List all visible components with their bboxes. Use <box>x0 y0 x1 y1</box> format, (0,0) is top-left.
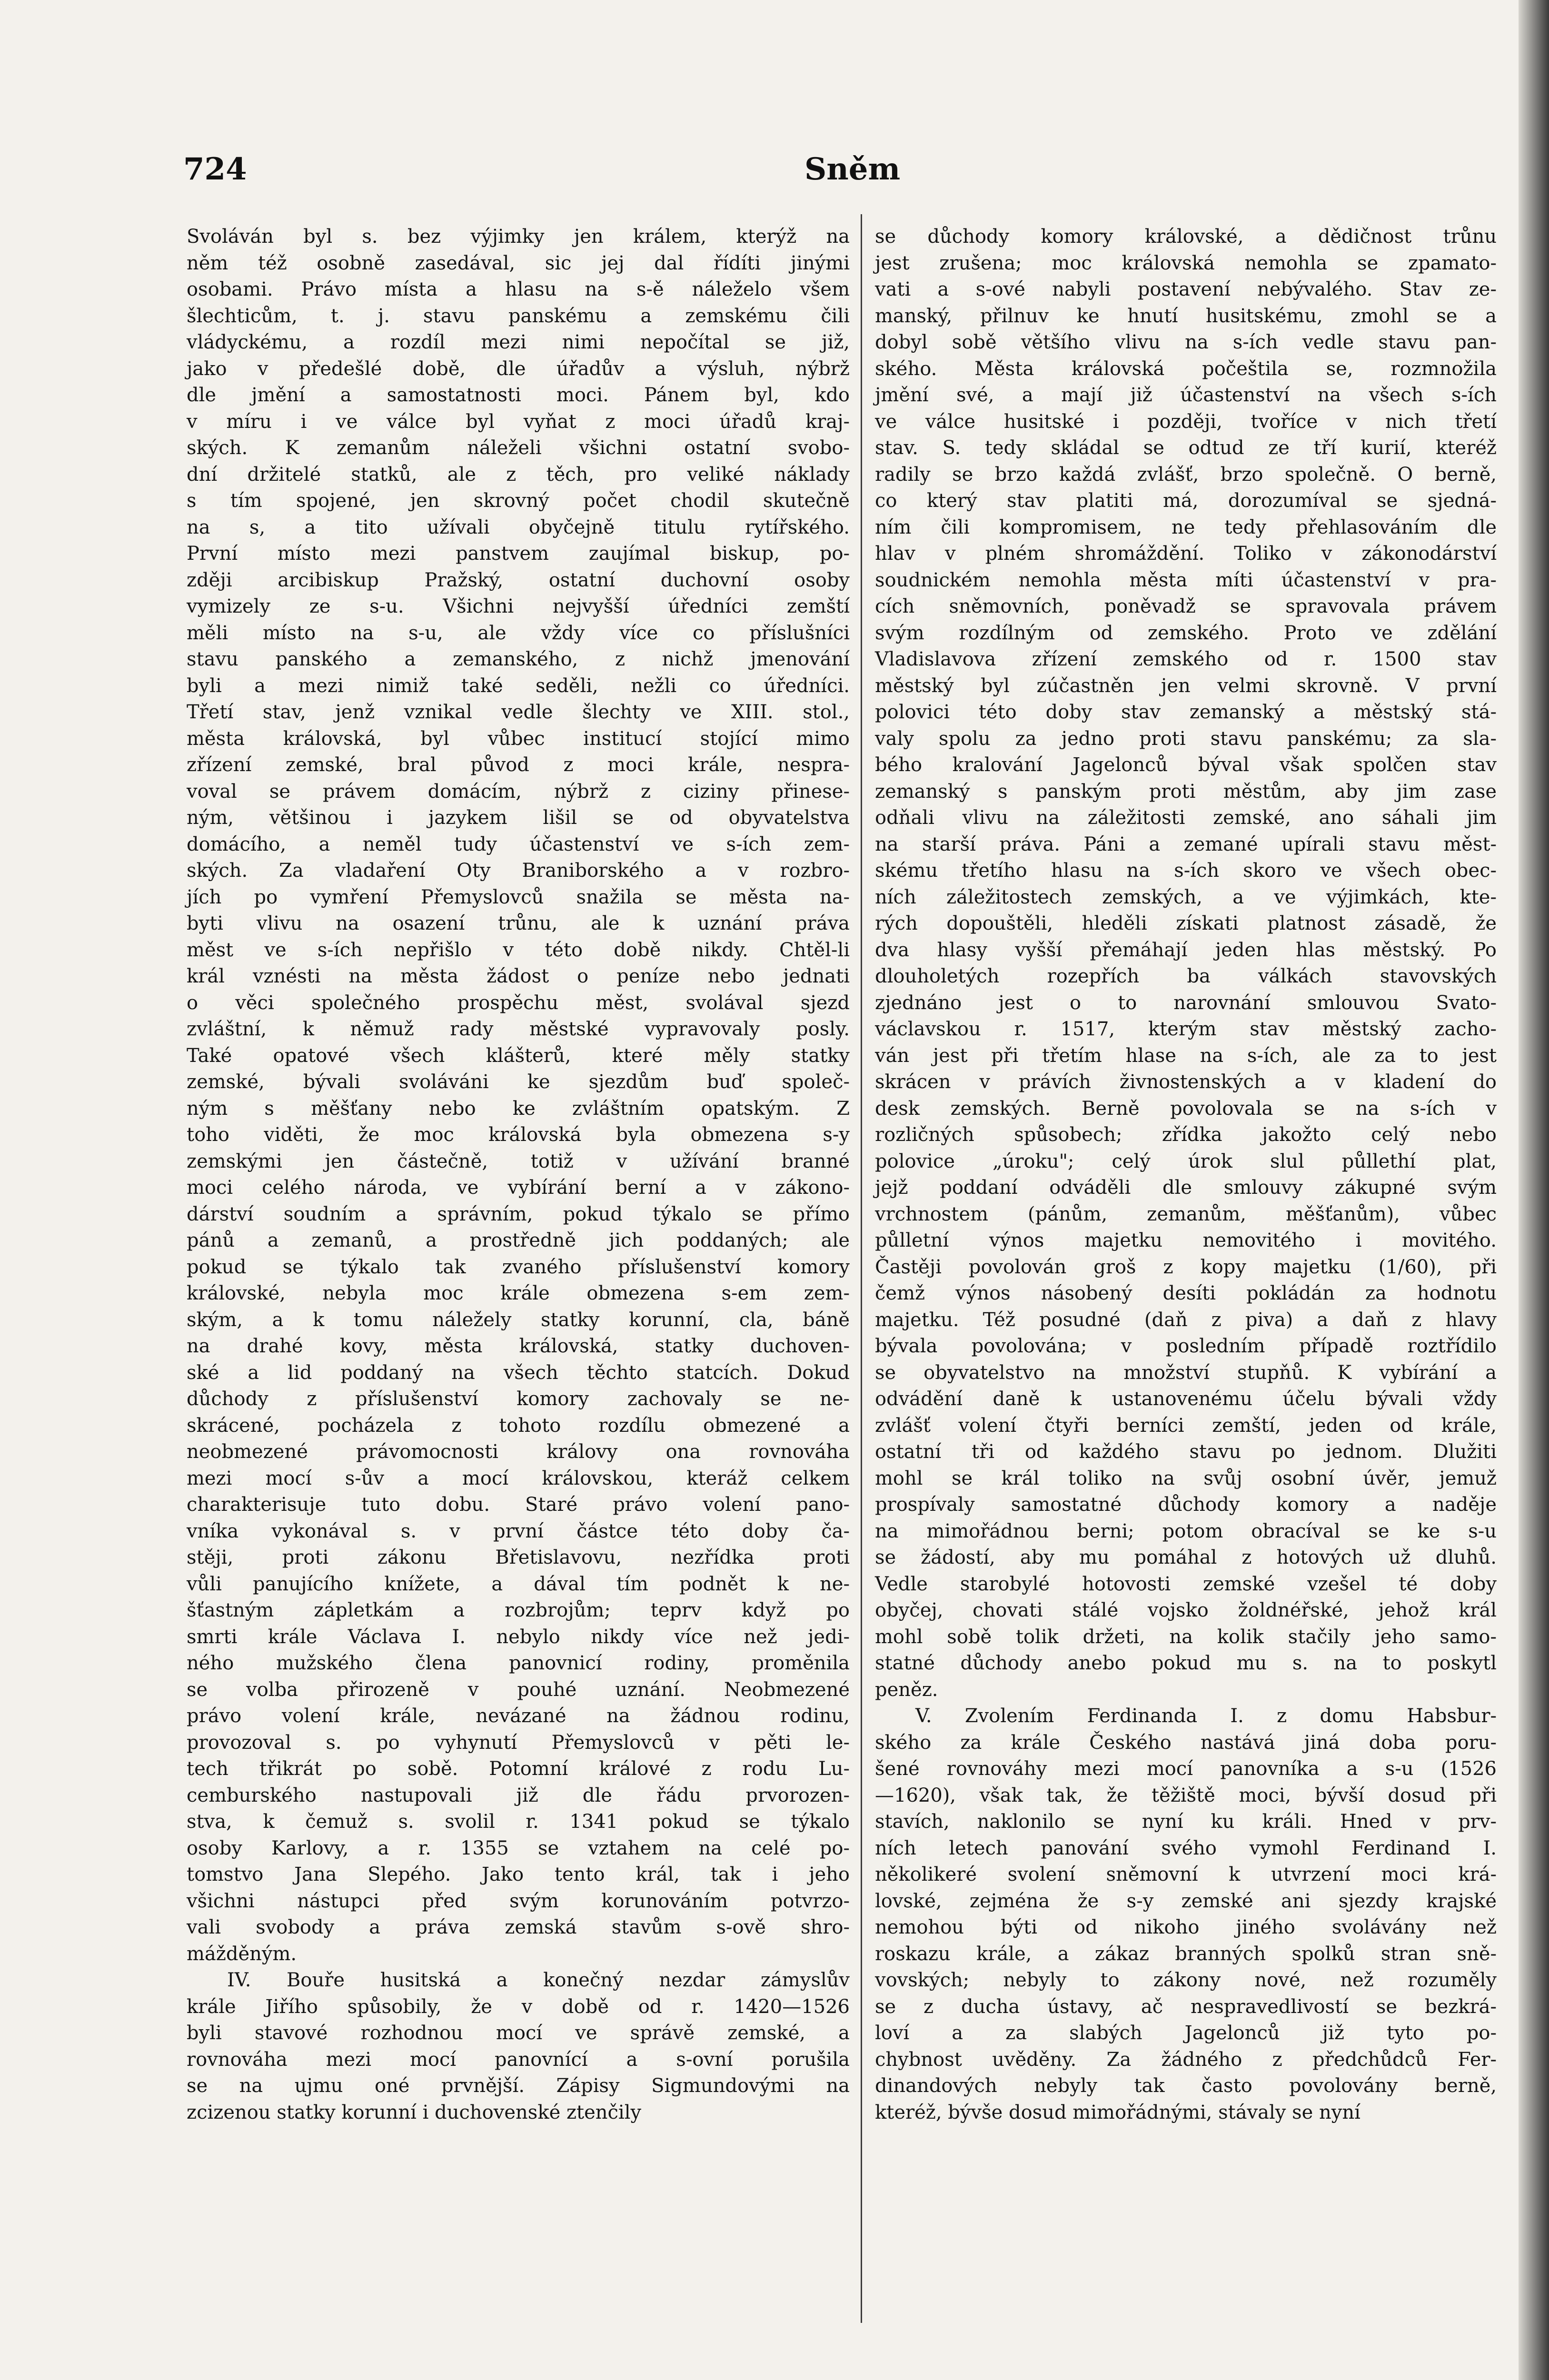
text-line: měst ve s-ích nepřišlo v této době nikdy. Chtěl-li <box>187 939 850 961</box>
text-line: se žádostí, aby mu pomáhal z hotových už dluhů. <box>875 1547 1497 1568</box>
text-line: všichni nástupci před svým korunováním potvrzo- <box>187 1890 850 1912</box>
text-line: šlechticům, t. j. stavu panskému a zemskému čili <box>187 305 850 327</box>
text-line: se volba přirozeně v pouhé uznání. Neobmezené <box>187 1678 850 1701</box>
text-line: polovice „úroku"; celý úrok slul půllethí plat, <box>875 1150 1497 1172</box>
text-line: stva, k čemuž s. svolil r. 1341 pokud se týkalo <box>187 1811 850 1833</box>
text-line: stav. S. tedy skládal se odtud ze tří kurií, kteréž <box>875 437 1497 459</box>
text-line: lovské, zejména že s-y zemské ani sjezdy krajské <box>875 1890 1497 1912</box>
text-line: něm též osobně zasedával, sic jej dal řídíti jinými <box>187 252 850 274</box>
text-line: dní držitelé statků, ale z těch, pro veliké náklady <box>187 463 850 486</box>
text-line: odvádění daně k ustanovenému účelu bývali vždy <box>875 1388 1497 1410</box>
page-number: 724 <box>183 151 247 187</box>
text-line: bývala povolována; v posledním případě roztřídilo <box>875 1335 1497 1357</box>
right-text-column <box>875 224 1497 2126</box>
scan-edge-shadow <box>1519 0 1549 2380</box>
text-line: ným s měšťany nebo ke zvláštním opatským. Z <box>187 1097 850 1120</box>
text-line: ních záležitostech zemských, a ve výjimkách, kte- <box>875 886 1497 908</box>
text-line: na s, a tito užívali obyčejně titulu rytířského. <box>187 516 850 538</box>
text-line: vati a s-ové nabyli postavení nebývalého. Stav ze- <box>875 278 1497 300</box>
running-title: Sněm <box>804 151 901 187</box>
text-line: cích sněmovních, poněvadž se spravovala právem <box>875 595 1497 617</box>
text-line: vládyckému, a rozdíl mezi nimi nepočítal se již, <box>187 331 850 353</box>
text-line: zvlášť volení čtyři berníci zemští, jeden od krále, <box>875 1414 1497 1437</box>
text-line: soudnickém nemohla města míti účastenství v pra- <box>875 569 1497 591</box>
text-line: dlouholetých rozepřích ba válkách stavovských <box>875 965 1497 987</box>
text-line: ve válce husitské i později, tvoříce v nich třetí <box>875 410 1497 433</box>
text-line: valy spolu za jedno proti stavu panskému; za sla- <box>875 727 1497 750</box>
text-line: prospívaly samostatné důchody komory a naděje <box>875 1494 1497 1516</box>
text-line: vůli panujícího knížete, a dával tím podnět k ne- <box>187 1573 850 1595</box>
text-line: charakterisuje tuto dobu. Staré právo volení pano- <box>187 1494 850 1516</box>
text-line: pánů a zemanů, a prostředně jich poddaných; ale <box>187 1230 850 1251</box>
text-line: rovnováha mezi mocí panovnící a s-ovní porušila <box>187 2048 850 2071</box>
text-line: Svoláván byl s. bez výjimky jen králem, kterýž na <box>187 226 850 248</box>
text-line: osoby Karlovy, a r. 1355 se vztahem na celé po- <box>187 1837 850 1859</box>
text-line: šťastným zápletkám a rozbrojům; teprv když po <box>187 1599 850 1621</box>
text-line: vali svobody a práva zemská stavům s-ově shro- <box>187 1916 850 1938</box>
text-line: voval se právem domácím, nýbrž z ciziny přinese- <box>187 780 850 803</box>
text-line: dva hlasy vyšší přemáhají jeden hlas městský. Po <box>875 939 1497 961</box>
text-line: měli místo na s-u, ale vždy více co příslušníci <box>187 622 850 644</box>
text-line: statné důchody anebo pokud mu s. na to poskytl <box>875 1652 1497 1674</box>
text-line: se na ujmu oné prvnější. Zápisy Sigmundovými na <box>187 2075 850 2097</box>
text-line: ván jest při třetím hlase na s-ích, ale za to jest <box>875 1044 1497 1067</box>
text-line: vymizely ze s-u. Všichni nejvyšší úředníci zemští <box>187 595 850 617</box>
text-line: jest zrušena; moc královská nemohla se zpamato- <box>875 252 1497 274</box>
text-line: ním čili kompromisem, ne tedy přehlasováním dle <box>875 516 1497 538</box>
text-line: ostatní tři od každého stavu po jednom. Dlužiti <box>875 1441 1497 1463</box>
text-line: ným, většinou i jazykem lišil se od obyvatelstva <box>187 807 850 829</box>
text-line: cemburského nastupovali již dle řádu prvorozen- <box>187 1784 850 1806</box>
text-line: právo volení krále, nevázané na žádnou rodinu, <box>187 1705 850 1727</box>
text-line: s tím spojené, jen skrovný počet chodil skutečně <box>187 490 850 512</box>
text-line: osobami. Právo místa a hlasu na s-ě náleželo všem <box>187 278 850 300</box>
text-line: ského. Města královská počeštila se, rozmnožila <box>875 357 1497 380</box>
text-line: královské, nebyla moc krále obmezena s-em zem- <box>187 1282 850 1304</box>
text-line: dinandových nebyly tak často povolovány berně, <box>875 2075 1497 2097</box>
text-line: V. Zvolením Ferdinanda I. z domu Habsbur- <box>915 1705 1497 1727</box>
text-line: hlav v plném shromáždění. Toliko v zákonodárství <box>875 543 1497 565</box>
text-line: IV. Bouře husitská a konečný nezdar zámyslův <box>227 1969 850 1991</box>
text-line: moci celého národa, ve vybírání berní a v zákono- <box>187 1177 850 1199</box>
text-line: toho viděti, že moc královská byla obmezena s-y <box>187 1124 850 1146</box>
text-line: na starší práva. Páni a zemané upírali stavu měst- <box>875 833 1497 855</box>
text-line: jako v předešlé době, dle úřadův a výsluh, nýbrž <box>187 357 850 380</box>
text-line: bého kralování Jagelonců býval však spolčen stav <box>875 754 1497 776</box>
text-line: mohl sobě tolik držeti, na kolik stačily jeho samo- <box>875 1626 1497 1648</box>
text-line: o věci společného prospěchu měst, svolával sjezd <box>187 992 850 1014</box>
text-line: byli a mezi nimiž také seděli, nežli co úředníci. <box>187 674 850 697</box>
left-text-column <box>187 224 850 2126</box>
text-line: skrácen v právích živnostenských a v kladení do <box>875 1071 1497 1093</box>
text-line: jmění své, a mají již účastenství na všech s-ích <box>875 384 1497 406</box>
text-line: co který stav platiti má, dorozumíval se sjedná- <box>875 490 1497 512</box>
text-line: král vznésti na města žádost o peníze nebo jednati <box>187 965 850 987</box>
text-line: zemskými jen částečně, totiž v užívání branné <box>187 1150 850 1172</box>
text-line: stěji, proti zákonu Břetislavovu, nezřídka proti <box>187 1547 850 1568</box>
text-line: pokud se týkalo tak zvaného příslušenství komory <box>187 1256 850 1278</box>
text-line: několikeré svolení sněmovní k utvrzení moci krá- <box>875 1864 1497 1885</box>
text-line: se obyvatelstvo na množství stupňů. K vybírání a <box>875 1361 1497 1384</box>
text-line: skrácené, pocházela z tohoto rozdílu obmezené a <box>187 1414 850 1437</box>
text-line: První místo mezi panstvem zaujímal biskup, po- <box>187 543 850 565</box>
text-line: ských. Za vladaření Oty Braniborského a v rozbro- <box>187 860 850 882</box>
text-line: města královská, byl vůbec institucí stojící mimo <box>187 727 850 750</box>
text-line: zřízení zemské, bral původ z moci krále, nespra- <box>187 754 850 776</box>
text-line: —1620), však tak, že těžiště moci, bývší dosud při <box>875 1784 1497 1806</box>
text-line: chybnost uvěděny. Za žádného z předchůdců Fer- <box>875 2048 1497 2071</box>
text-line: stavu panského a zemanského, z nichž jmenování <box>187 648 850 670</box>
text-line: na drahé kovy, města královská, statky duchoven- <box>187 1335 850 1357</box>
text-line: se z ducha ústavy, ač nespravedlivostí se bezkrá- <box>875 1995 1497 2018</box>
text-line: krále Jiřího spůsobily, že v době od r. 1420—1526 <box>187 1995 850 2018</box>
text-line: dobyl sobě většího vlivu na s-ích vedle stavu pan- <box>875 331 1497 353</box>
text-line: zcizenou statky korunní i duchovenské ztenčily <box>187 2101 642 2123</box>
text-line: nemohou býti od nikoho jiného svolávány než <box>875 1916 1497 1938</box>
text-line: ského za krále Českého nastává jiná doba poru- <box>875 1731 1497 1754</box>
text-line: vovských; nebyly to zákony nové, než rozuměly <box>875 1969 1497 1991</box>
text-line: Vladislavova zřízení zemského od r. 1500 stav <box>875 648 1497 670</box>
text-line: ským, a k tomu náležely statky korunní, cla, báně <box>187 1309 850 1331</box>
text-line: radily se brzo každá zvlášť, brzo společně. O berně, <box>875 463 1497 486</box>
text-line: Také opatové všech klášterů, které měly statky <box>187 1044 850 1067</box>
text-line: zději arcibiskup Pražský, ostatní duchovní osoby <box>187 569 850 591</box>
text-line: dárství soudním a správním, pokud týkalo se přímo <box>187 1203 850 1225</box>
text-line: byti vlivu na osazení trůnu, ale k uznání práva <box>187 912 850 934</box>
text-line: se důchody komory královské, a dědičnost trůnu <box>875 226 1497 248</box>
text-line: peněz. <box>875 1678 938 1701</box>
text-line: tomstvo Jana Slepého. Jako tento král, tak i jeho <box>187 1864 850 1885</box>
text-line: skému třetího hlasu na s-ích skoro ve všech obec- <box>875 860 1497 882</box>
text-line: roskazu krále, a zákaz branných spolků stran sně- <box>875 1943 1497 1965</box>
text-line: kteréž, bývše dosud mimořádnými, stávaly se nyní <box>875 2101 1360 2123</box>
text-line: ních letech panování svého vymohl Ferdinand I. <box>875 1837 1497 1859</box>
column-divider <box>861 214 862 2323</box>
text-line: loví a za slabých Jagelonců již tyto po- <box>875 2022 1497 2044</box>
text-line: vníka vykonával s. v první částce této doby ča- <box>187 1520 850 1542</box>
page-header <box>0 151 1519 189</box>
text-line: Častěji povolován groš z kopy majetku (1/60), při <box>875 1256 1497 1278</box>
text-line: v míru i ve válce byl vyňat z moci úřadů kraj- <box>187 410 850 433</box>
text-line: mezi mocí s-ův a mocí královskou, kteráž celkem <box>187 1467 850 1489</box>
text-line: polovici této doby stav zemanský a městský stá- <box>875 701 1497 723</box>
text-line: neobmezené právomocnosti královy ona rovnováha <box>187 1441 850 1463</box>
text-line: manský, přilnuv ke hnutí husitskému, zmohl se a <box>875 305 1497 327</box>
text-line: zjednáno jest o to narovnání smlouvou Svato- <box>875 992 1497 1014</box>
text-line: václavskou r. 1517, kterým stav městský zacho- <box>875 1018 1497 1040</box>
text-line: smrti krále Václava I. nebylo nikdy více než jedi- <box>187 1626 850 1648</box>
text-line: šené rovnováhy mezi mocí panovníka a s-u (1526 <box>875 1758 1497 1780</box>
text-line: majetku. Též posudné (daň z piva) a daň z hlavy <box>875 1309 1497 1331</box>
text-line: mážděným. <box>187 1943 297 1965</box>
text-line: dle jmění a samostatnosti moci. Pánem byl, kdo <box>187 384 850 406</box>
text-line: zvláštní, k němuž rady městské vypravovaly posly. <box>187 1018 850 1040</box>
text-line: tech třikrát po sobě. Potomní králové z rodu Lu- <box>187 1758 850 1780</box>
text-line: mohl se král toliko na svůj osobní úvěr, jemuž <box>875 1467 1497 1489</box>
text-line: čemž výnos násobený desíti pokládán za hodnotu <box>875 1282 1497 1304</box>
text-line: ské a lid poddaný na všech těchto statcích. Dokud <box>187 1361 850 1384</box>
text-line: rých dopouštěli, hleděli získati platnost zásadě, že <box>875 912 1497 934</box>
text-line: Třetí stav, jenž vznikal vedle šlechty ve XIII. stol., <box>187 701 850 723</box>
text-line: svým rozdílným od zemského. Proto ve zdělání <box>875 622 1497 644</box>
text-line: půlletní výnos majetku nemovitého i movitého. <box>875 1230 1497 1251</box>
text-line: jích po vymření Přemyslovců snažila se města na- <box>187 886 850 908</box>
text-line: městský byl zúčastněn jen velmi skrovně. V první <box>875 674 1497 697</box>
text-line: stavích, naklonilo se nyní ku králi. Hned v prv- <box>875 1811 1497 1833</box>
text-line: provozoval s. po vyhynutí Přemyslovců v pěti le- <box>187 1731 850 1754</box>
text-line: ských. K zemanům náleželi všichni ostatní svobo- <box>187 437 850 459</box>
text-line: ného mužského člena panovnicí rodiny, proměnila <box>187 1652 850 1674</box>
text-line: domácího, a neměl tudy účastenství ve s-ích zem- <box>187 833 850 855</box>
text-line: zemanský s panským proti městům, aby jim zase <box>875 780 1497 803</box>
text-line: vrchnostem (pánům, zemanům, měšťanům), vůbec <box>875 1203 1497 1225</box>
text-line: zemské, bývali svoláváni ke sjezdům buď společ- <box>187 1071 850 1093</box>
text-line: na mimořádnou berni; potom obracíval se ke s-u <box>875 1520 1497 1542</box>
text-line: odňali vlivu na záležitosti zemské, ano sáhali jim <box>875 807 1497 829</box>
text-line: důchody z příslušenství komory zachovaly se ne- <box>187 1388 850 1410</box>
text-line: rozličných spůsobech; zřídka jakožto celý nebo <box>875 1124 1497 1146</box>
text-line: Vedle starobylé hotovosti zemské vzešel té doby <box>875 1573 1497 1595</box>
text-line: desk zemských. Berně povolovala se na s-ích v <box>875 1097 1497 1120</box>
text-line: jejž poddaní odváděli dle smlouvy zákupné svým <box>875 1177 1497 1199</box>
text-line: byli stavové rozhodnou mocí ve správě zemské, a <box>187 2022 850 2044</box>
text-line: obyčej, chovati stálé vojsko žoldnéřské, jehož král <box>875 1599 1497 1621</box>
